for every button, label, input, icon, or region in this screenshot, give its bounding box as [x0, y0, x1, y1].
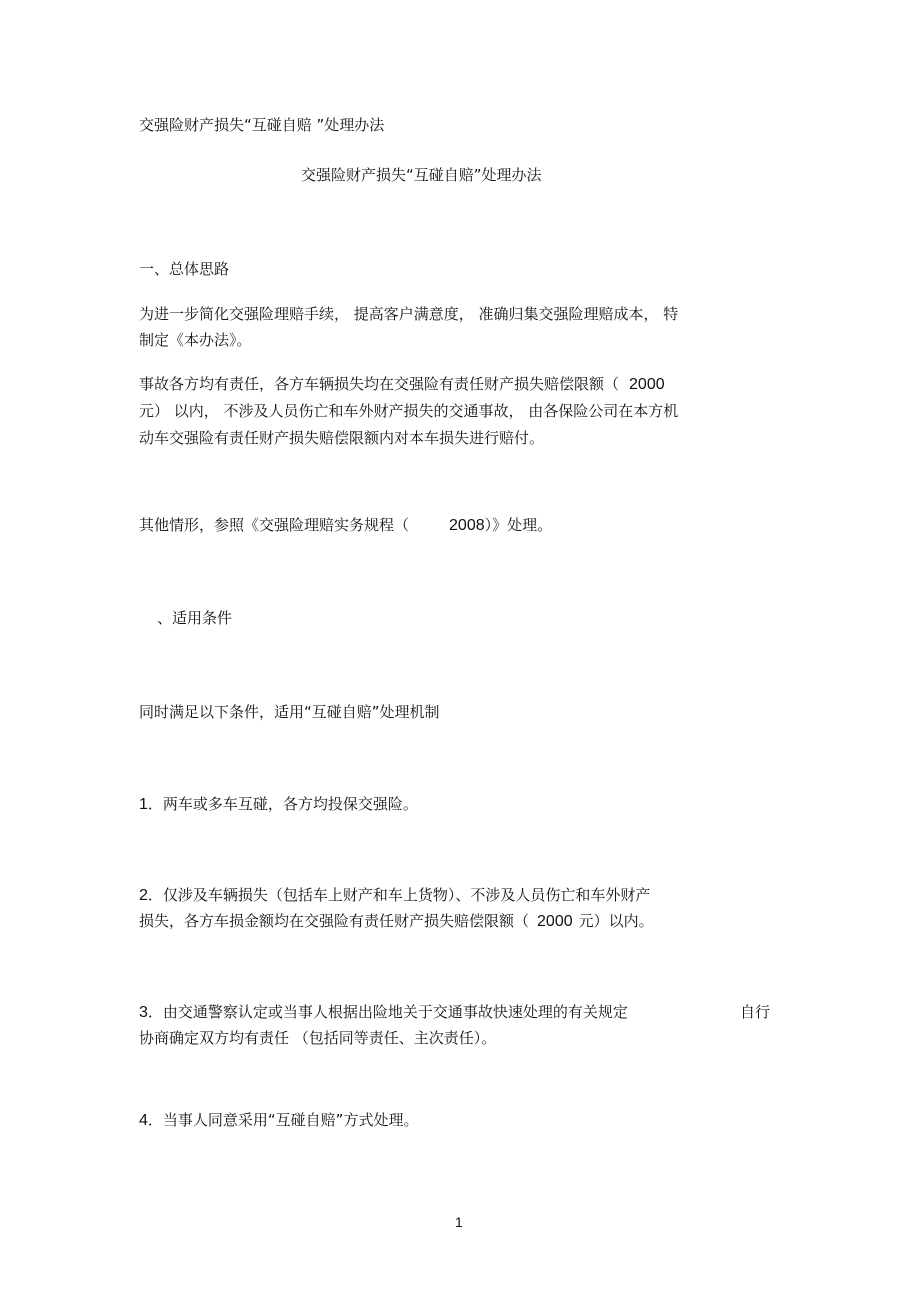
- limit-amount: 2000: [537, 913, 573, 930]
- item-text: ．当事人同意采用“互碰自赔”方式处理。: [147, 1111, 419, 1129]
- item-number: 2: [139, 887, 148, 904]
- paragraph-2-line-2: 元） 以内， 不涉及人员伤亡和车外财产损失的交通事故， 由各保险公司在本方机: [139, 402, 679, 420]
- paragraph-2-line-3: 动车交强险有责任财产损失赔偿限额内对本车损失进行赔付。: [139, 429, 545, 447]
- condition-item-4: [139, 1106, 418, 1135]
- item-number: 3: [139, 1004, 148, 1021]
- item-text: ．两车或多车互碰，各方均投保交强险。: [147, 795, 418, 813]
- paragraph-3: [139, 511, 552, 540]
- paragraph-1-line-2: 制定《本办法》。: [139, 331, 252, 349]
- paragraph-1-line-1: 为进一步简化交强险理赔手续， 提高客户满意度， 准确归集交强险理赔成本， 特: [139, 305, 679, 323]
- section-2-heading: 、适用条件: [157, 609, 233, 627]
- paragraph-3-text: 其他情形，参照《交强险理赔实务规程（: [139, 516, 410, 534]
- condition-item-1: [139, 790, 418, 819]
- header-title: 交强险财产损失“互碰自赔 ”处理办法: [139, 116, 385, 134]
- section-1-heading: 一、总体思路: [139, 260, 230, 278]
- condition-item-3-line-1: [139, 998, 628, 1027]
- conditions-intro: 同时满足以下条件，适用“互碰自赔”处理机制: [139, 703, 440, 721]
- paragraph-2-line-1: [139, 370, 665, 399]
- condition-item-2-line-1: [139, 881, 650, 910]
- condition-item-2-line-2: [139, 907, 654, 936]
- item-text: ．仅涉及车辆损失（包括车上财产和车上货物）、不涉及人员伤亡和车外财产: [147, 886, 651, 904]
- regulation-year: 2008: [449, 517, 485, 534]
- item-text-tail: 元）以内。: [578, 912, 654, 930]
- condition-item-3-line-2: 协商确定双方均有责任 （包括同等责任、主次责任）。: [139, 1029, 497, 1047]
- item-number: 1: [139, 796, 148, 813]
- limit-amount: 2000: [629, 376, 665, 393]
- main-title: 交强险财产损失“互碰自赔”处理办法: [301, 166, 542, 184]
- item-text: ．由交通警察认定或当事人根据出险地关于交通事故快速处理的有关规定: [147, 1003, 628, 1021]
- paragraph-2-text: 事故各方均有责任，各方车辆损失均在交强险有责任财产损失赔偿限额（: [139, 375, 620, 393]
- item-text: 损失，各方车损金额均在交强险有责任财产损失赔偿限额（: [139, 912, 530, 930]
- condition-item-3-tail: 自行: [740, 1003, 771, 1021]
- item-number: 4: [139, 1112, 148, 1129]
- paragraph-3-tail: ）》处理。: [484, 516, 553, 534]
- page-number: 1: [455, 1214, 463, 1230]
